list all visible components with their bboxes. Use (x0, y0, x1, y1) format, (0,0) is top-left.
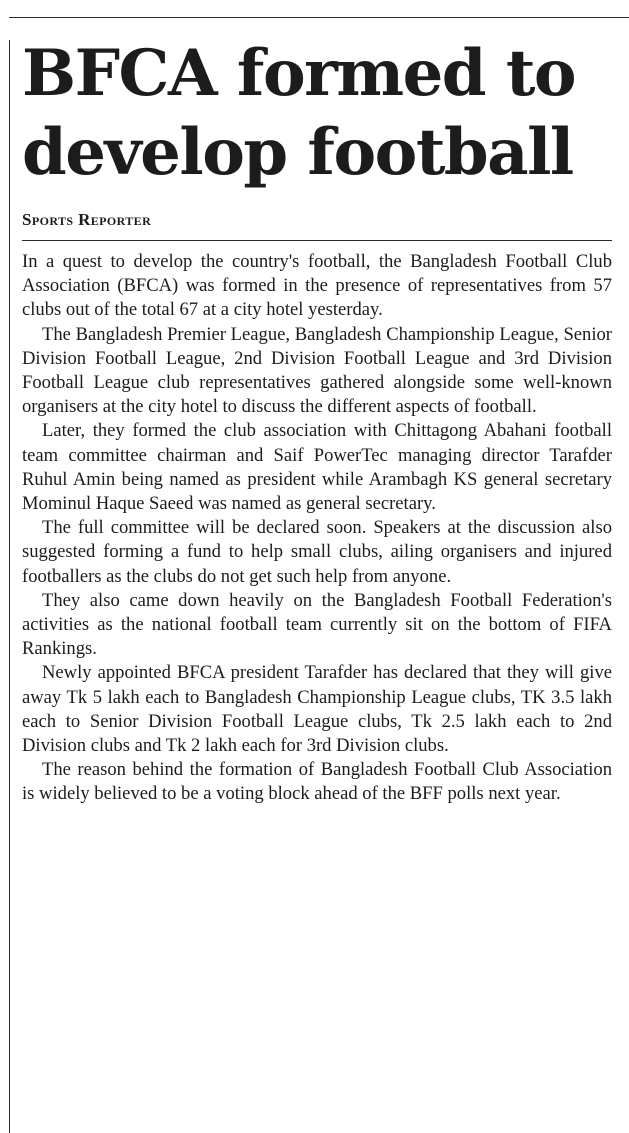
headline: BFCA formed to develop football (22, 36, 576, 190)
paragraph: Newly appointed BFCA president Tarafder has declared that they will give away Tk 5 lakh each to Bangladesh Championship League clubs, TK 3.5 lakh each to Senior Division Football League clubs, Tk 2.5 lakh each to 2nd Division clubs and Tk 2 lakh each for 3rd Division clubs. (22, 662, 612, 757)
article-body (22, 250, 612, 807)
paragraph: Later, they formed the club association with Chittagong Abahani football team committee chairman and Saif PowerTec managing director Tarafder Ruhul Amin being named as president while Arambagh KS general secretary Mominul Haque Saeed was named as general secretary. (22, 420, 612, 515)
paragraph: The reason behind the formation of Bangladesh Football Club Association is widely believed to be a voting block ahead of the BFF polls next year. (22, 759, 612, 805)
news-article (22, 34, 612, 807)
byline: Sports Reporter (22, 210, 612, 241)
paragraph: The Bangladesh Premier League, Bangladesh Championship League, Senior Division Football League, 2nd Division Football League and 3rd Division Football League club representatives gathered alongside some well-known organisers at the city hotel to discuss the different aspects of football. (22, 323, 612, 418)
paragraph: The full committee will be declared soon. Speakers at the discussion also suggested forming a fund to help small clubs, ailing organisers and injured footballers as the clubs do not get such help from anyone. (22, 517, 612, 587)
paragraph: They also came down heavily on the Bangladesh Football Federation's activities as the national football team currently sit on the bottom of FIFA Rankings. (22, 589, 612, 660)
top-rule (9, 17, 629, 18)
paragraph: In a quest to develop the country's football, the Bangladesh Football Club Association (BFCA) was formed in the presence of representatives from 57 clubs out of the total 67 at a city hotel yesterday. (22, 251, 612, 321)
left-column-rule (9, 40, 10, 1133)
